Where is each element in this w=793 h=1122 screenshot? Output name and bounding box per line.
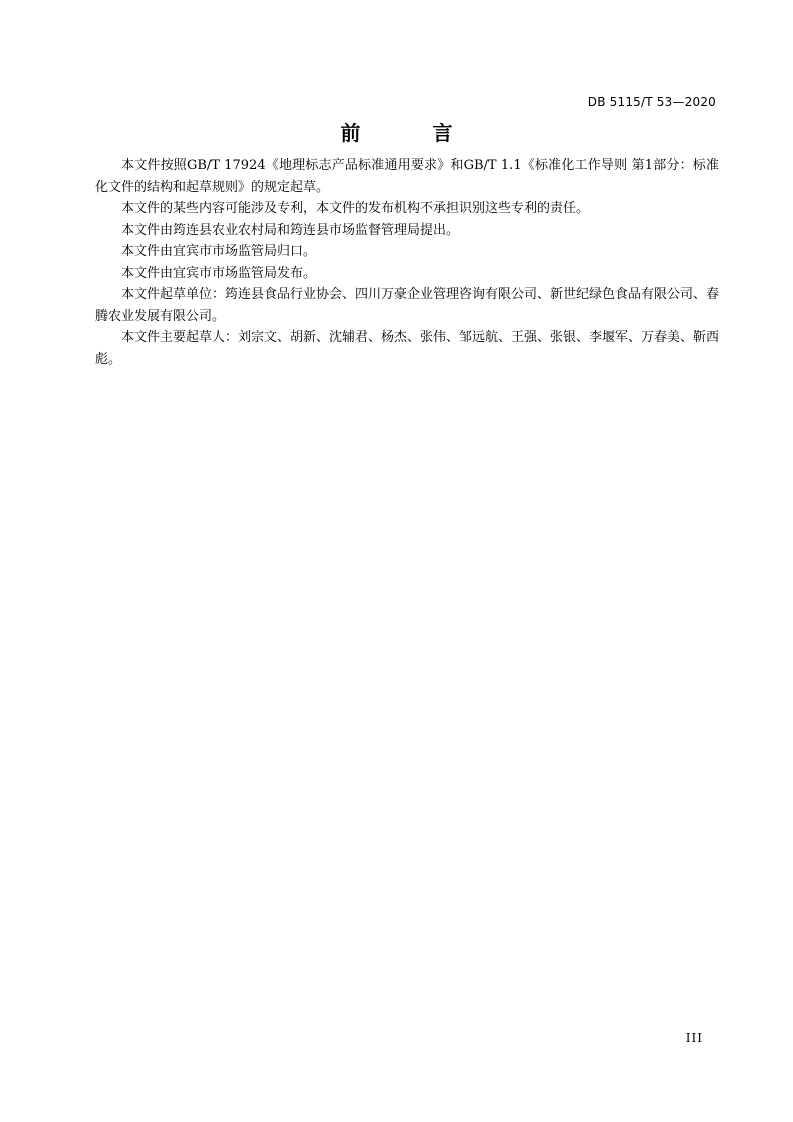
paragraph-centralized-by: 本文件由宜宾市市场监管局归口。 xyxy=(121,244,317,259)
paragraph-proposed-by: 本文件由筠连县农业农村局和筠连县市场监督管理局提出。 xyxy=(121,222,460,238)
foreword-body xyxy=(95,155,719,370)
paragraph-drafting-units: 本文件起草单位：筠连县食品行业协会、四川万豪企业管理咨询有限公司、新世纪绿色食品有限公司、春腾农业发展有限公司。 xyxy=(95,287,720,324)
paragraph-drafters: 本文件主要起草人：刘宗文、胡新、沈辅君、杨杰、张伟、邹远航、王强、张银、李堰军、万春美、靳西彪。 xyxy=(95,330,720,367)
document-code: DB 5115/T 53—2020 xyxy=(587,95,716,109)
paragraph-issued-by: 本文件由宜宾市市场监管局发布。 xyxy=(121,265,317,281)
page-title: 前 言 xyxy=(340,121,479,145)
paragraph-drafting-basis: 本文件按照GB/T 17924《地理标志产品标准通用要求》和GB/T 1.1《标准化工作导则 第1部分：标准化文件的结构和起草规则》的规定起草。 xyxy=(95,158,719,195)
page-number: III xyxy=(685,1031,703,1045)
paragraph-patent-notice: 本文件的某些内容可能涉及专利，本文件的发布机构不承担识别这些专利的责任。 xyxy=(121,201,590,216)
